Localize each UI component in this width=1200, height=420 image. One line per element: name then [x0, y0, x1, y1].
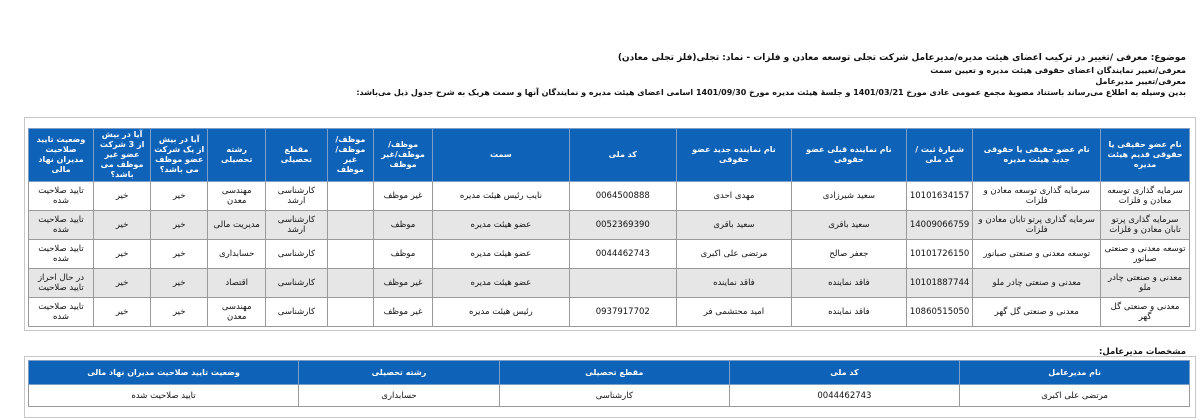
col-ceo-qualification: وضعیت تایید صلاحیت مدیران نهاد مالی — [29, 361, 299, 385]
cell-duty-a: موظف — [373, 240, 432, 269]
cell-new-rep: مرتضی علی اکبری — [676, 240, 791, 269]
table-row — [29, 211, 1190, 240]
cell-major: مهندسی معدن — [208, 298, 266, 327]
col-new-member: نام عضو حقیقی یا حقوقی جدید هیئت مدیره — [973, 129, 1101, 182]
cell-prev-rep: سعید شیرزادی — [791, 182, 906, 211]
table-header-row — [29, 361, 1190, 385]
cell-new-member: توسعه معدنی و صنعتی صبانور — [973, 240, 1101, 269]
cell-position: عضو هیئت مدیره — [433, 211, 569, 240]
header-line-1: معرفی/تغییر نمایندگان اعضای حقوقی هیئت مدیره و تعیین سمت — [930, 66, 1186, 75]
cell-qualification: تایید صلاحیت شده — [29, 182, 94, 211]
cell-ceo-name: مرتضی علی اکبری — [960, 385, 1190, 407]
header-line-2: معرفی/تغییر مدیرعامل — [1095, 77, 1186, 86]
col-multi-nonduty: آیا در بیش از 3 شرکت عضو غیر موظف می باشد؟ — [94, 129, 151, 182]
cell-major: مهندسی معدن — [208, 182, 266, 211]
col-national-id: کد ملی — [569, 129, 676, 182]
cell-old-member: معدنی و صنعتی چادر ملو — [1101, 269, 1190, 298]
col-prev-rep: نام نماینده قبلی عضو حقوقی — [791, 129, 906, 182]
cell-degree: کارشناسی — [266, 240, 328, 269]
cell-qualification: تایید صلاحیت شده — [29, 298, 94, 327]
cell-reg-number: 10860515050 — [906, 298, 973, 327]
cell-new-member: سرمایه گذاری پرتو تابان معادن و فلزات — [973, 211, 1101, 240]
cell-position: عضو هیئت مدیره — [433, 240, 569, 269]
col-old-member: نام عضو حقیقی یا حقوقی قدیم هیئت مدیره — [1101, 129, 1190, 182]
ceo-section-label: مشخصات مدیرعامل: — [1098, 347, 1186, 357]
cell-multi-nonduty: خیر — [94, 298, 151, 327]
cell-new-member: معدنی و صنعتی چادر ملو — [973, 269, 1101, 298]
cell-reg-number: 14009066759 — [906, 211, 973, 240]
cell-qualification: در حال احراز تایید صلاحیت — [29, 269, 94, 298]
col-duty-b: موظف/موظف/غیر موظف — [327, 129, 373, 182]
table-row — [29, 385, 1190, 407]
cell-major: اقتصاد — [208, 269, 266, 298]
cell-old-member: معدنی و صنعتی گل گهر — [1101, 298, 1190, 327]
subject-line: موضوع: معرفی /تغییر در ترکیب اعضای هیئت مدیره/مدیرعامل شرکت تجلی توسعه معادن و فلزات - نماد: تجلی(فلز تجلی معادن) — [617, 53, 1186, 63]
table-row — [29, 269, 1190, 298]
col-duty-a: موظف/موظف/غیر موظف — [373, 129, 432, 182]
cell-degree: کارشناسی ارشد — [266, 182, 328, 211]
cell-new-rep: مهدی احدی — [676, 182, 791, 211]
board-members-table — [28, 128, 1190, 327]
col-major: رشته تحصیلی — [208, 129, 266, 182]
cell-national-id: 0052369390 — [569, 211, 676, 240]
col-reg-number: شمارهٔ ثبت / کد ملی — [906, 129, 973, 182]
announcement-header — [186, 52, 1186, 98]
cell-degree: کارشناسی ارشد — [266, 211, 328, 240]
col-new-rep: نام نماینده جدید عضو حقوقی — [676, 129, 791, 182]
table-row — [29, 240, 1190, 269]
cell-position: عضو هیئت مدیره — [433, 269, 569, 298]
col-position: سمت — [433, 129, 569, 182]
cell-old-member: سرمایه گذاری پرتو تابان معادن و فلزات — [1101, 211, 1190, 240]
cell-ceo-id: 0044462743 — [729, 385, 959, 407]
cell-national-id: 0064500888 — [569, 182, 676, 211]
cell-duty-a: غیر موظف — [373, 182, 432, 211]
col-multi-duty: آیا در بیش از یک شرکت عضو موظف می باشد؟ — [151, 129, 208, 182]
ceo-table — [28, 360, 1190, 407]
cell-multi-duty: خیر — [151, 182, 208, 211]
cell-prev-rep: جعفر صالح — [791, 240, 906, 269]
cell-old-member: سرمایه گذاری توسعه معادن و فلزات — [1101, 182, 1190, 211]
cell-qualification: تایید صلاحیت شده — [29, 240, 94, 269]
cell-position: نایب رئیس هیئت مدیره — [433, 182, 569, 211]
col-degree: مقطع تحصیلی — [266, 129, 328, 182]
table-header-row — [29, 129, 1190, 182]
cell-duty-a: غیر موظف — [373, 269, 432, 298]
cell-multi-duty: خیر — [151, 269, 208, 298]
cell-multi-nonduty: خیر — [94, 269, 151, 298]
table-row — [29, 182, 1190, 211]
cell-new-member: سرمایه گذاری توسعه معادن و فلزات — [973, 182, 1101, 211]
cell-new-member: معدنی و صنعتی گل گهر — [973, 298, 1101, 327]
cell-reg-number: 10101887744 — [906, 269, 973, 298]
cell-national-id — [569, 269, 676, 298]
cell-duty-a: غیر موظف — [373, 298, 432, 327]
cell-duty-b — [327, 269, 373, 298]
header-line-3: بدین وسیله به اطلاع می‌رساند باستناد مصوبهٔ مجمع عمومی عادی مورخ 1401/03/21 و جلسهٔ هیئت مدیره مورخ 1401/09/30 اسامی اعضای هیئت مدیره و نمایندگان آنها و سمت هریک به شرح جدول ذیل می‌باشد: — [356, 88, 1186, 97]
cell-prev-rep: سعید باقری — [791, 211, 906, 240]
cell-multi-nonduty: خیر — [94, 182, 151, 211]
cell-prev-rep: فاقد نماینده — [791, 269, 906, 298]
col-ceo-id: کد ملی — [729, 361, 959, 385]
cell-degree: کارشناسی — [266, 298, 328, 327]
col-qualification: وضعیت تایید صلاحیت مدیران نهاد مالی — [29, 129, 94, 182]
cell-major: مدیریت مالی — [208, 211, 266, 240]
cell-degree: کارشناسی — [266, 269, 328, 298]
col-ceo-name: نام مدیرعامل — [960, 361, 1190, 385]
cell-duty-b — [327, 240, 373, 269]
cell-qualification: تایید صلاحیت شده — [29, 211, 94, 240]
cell-multi-nonduty: خیر — [94, 211, 151, 240]
cell-old-member: توسعه معدنی و صنعتی صبانور — [1101, 240, 1190, 269]
cell-position: رئیس هیئت مدیره — [433, 298, 569, 327]
col-ceo-major: رشته تحصیلی — [299, 361, 500, 385]
cell-new-rep: امید محتشمی فر — [676, 298, 791, 327]
cell-national-id: 0937917702 — [569, 298, 676, 327]
cell-prev-rep: فاقد نماینده — [791, 298, 906, 327]
col-ceo-degree: مقطع تحصیلی — [499, 361, 729, 385]
cell-reg-number: 10101634157 — [906, 182, 973, 211]
cell-national-id: 0044462743 — [569, 240, 676, 269]
cell-multi-duty: خیر — [151, 240, 208, 269]
cell-duty-a: موظف — [373, 211, 432, 240]
cell-ceo-qualification: تایید صلاحیت شده — [29, 385, 299, 407]
cell-duty-b — [327, 211, 373, 240]
cell-multi-duty: خیر — [151, 211, 208, 240]
cell-multi-duty: خیر — [151, 298, 208, 327]
cell-duty-b — [327, 182, 373, 211]
cell-reg-number: 10101726150 — [906, 240, 973, 269]
cell-duty-b — [327, 298, 373, 327]
cell-multi-nonduty: خیر — [94, 240, 151, 269]
cell-major: حسابداری — [208, 240, 266, 269]
table-row — [29, 298, 1190, 327]
cell-new-rep: سعید باقری — [676, 211, 791, 240]
cell-ceo-major: حسابداری — [299, 385, 500, 407]
cell-ceo-degree: کارشناسی — [499, 385, 729, 407]
cell-new-rep: فاقد نماینده — [676, 269, 791, 298]
